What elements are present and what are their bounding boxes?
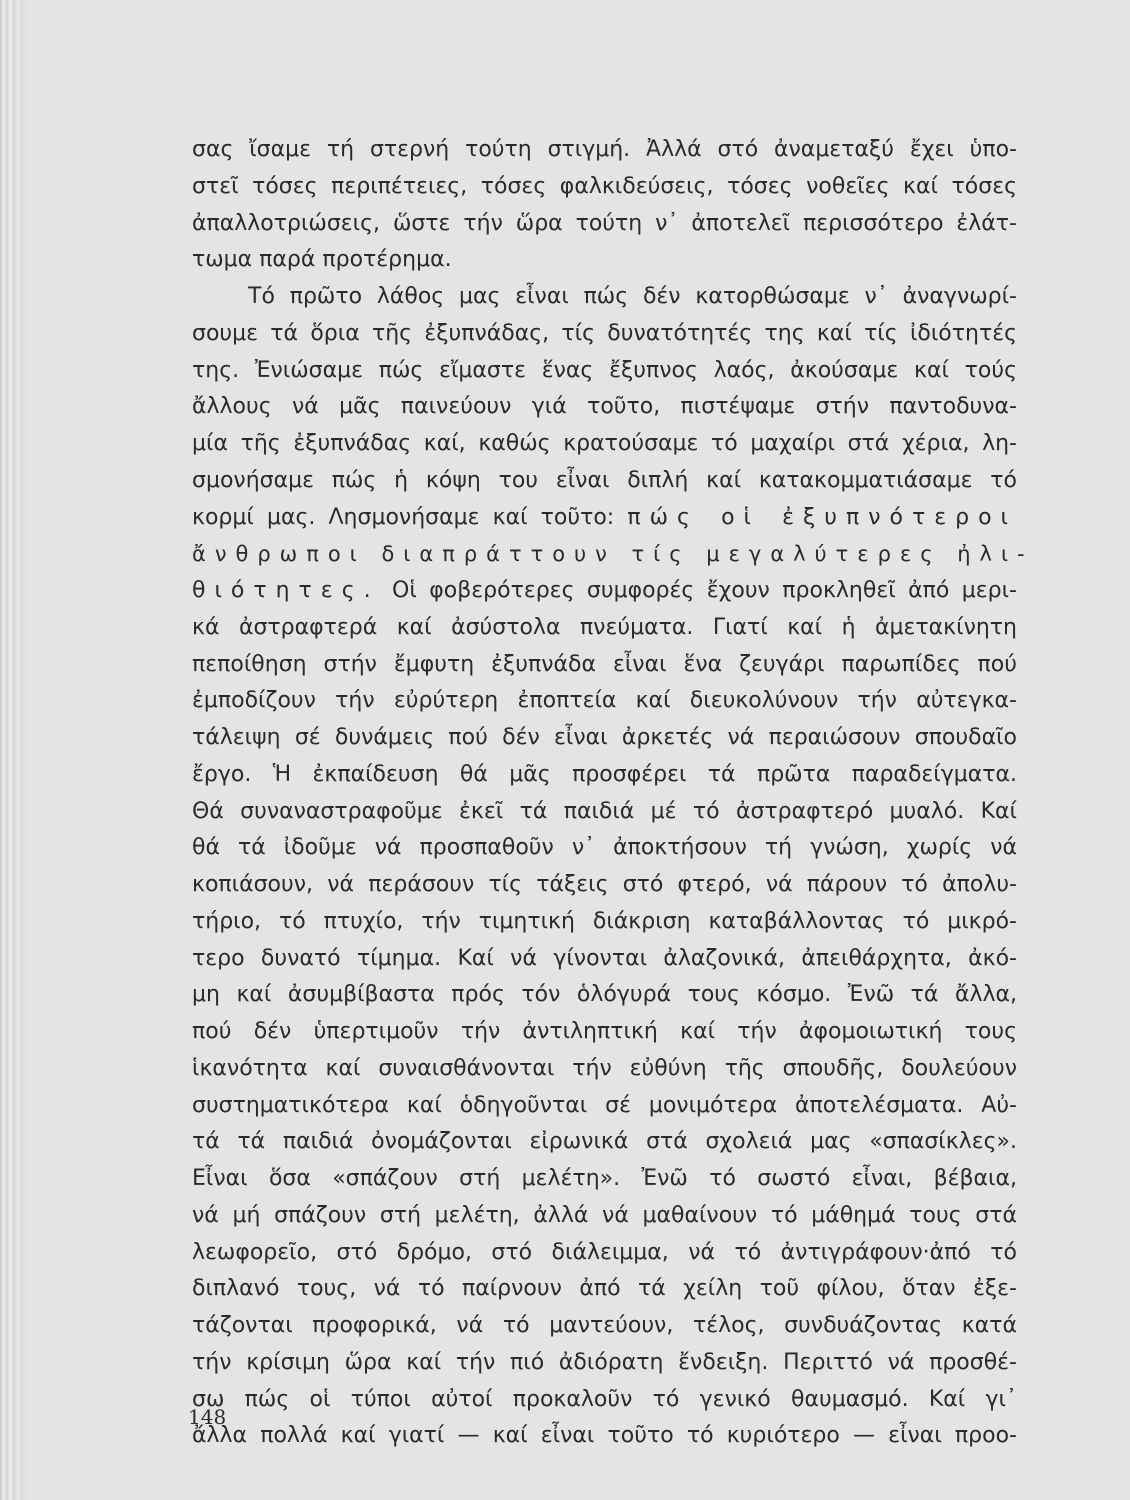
text-line-32: διπλανό τους, νά τό παίρνουν ἀπό τά χείλη τοῦ φίλου, ὅταν ἐξε- (192, 1276, 1017, 1302)
text-line-5: Τό πρῶτο λάθος μας εἶναι πώς δέν κατορθώσαμε ν᾽ ἀναγνωρί- (248, 284, 1017, 309)
text-line-7: της. Ἐνιώσαμε πώς εἴμαστε ἕνας ἔξυπνος λαός, ἀκούσαμε καί τούς (192, 357, 1017, 383)
text-line-14: κά ἀστραφτερά καί ἀσύστολα πνεύματα. Γιατί καί ἡ ἀμετακίνητη (192, 614, 1017, 640)
text-line-29: Εἶναι ὅσα «σπάζουν στή μελέτη». Ἐνῶ τό σωστό εἶναι, βέβαια, (192, 1166, 1017, 1191)
body-text (192, 132, 1034, 1455)
text-line-34: τήν κρίσιμη ὥρα καί τήν πιό ἀδιόρατη ἔνδειξη. Περιττό νά προσθέ- (192, 1349, 1017, 1375)
spaced-emphasis-2: θιότητες. (192, 578, 380, 603)
text-line-13 (192, 573, 1017, 610)
text-line-18: ἔργο. Ἡ ἐκπαίδευση θά μᾶς προσφέρει τά πρῶτα παραδείγματα. (192, 761, 1017, 787)
text-line-11-start: κορμί μας. Λησμονήσαμε καί τοῦτο: (192, 504, 615, 530)
text-line-4: τωμα παρά προτέρημα. (192, 247, 452, 273)
text-line-10: σμονήσαμε πώς ἡ κόψη του εἶναι διπλή καί κατακομματιάσαμε τό (192, 467, 1017, 493)
text-line-20: θά τά ἰδοῦμε νά προσπαθοῦν ν᾽ ἀποκτήσουν τή γνώση, χωρίς νά (192, 835, 1017, 861)
text-line-24: μη καί ἀσυμβίβαστα πρός τόν ὁλόγυρά τους κόσμο. Ἐνῶ τά ἄλλα, (192, 982, 1017, 1008)
text-line-22: τήριο, τό πτυχίο, τήν τιμητική διάκριση καταβάλλοντας τό μικρό- (192, 908, 1017, 934)
text-line-11 (192, 500, 1017, 537)
text-line-3: ἀπαλλοτριώσεις, ὥστε τήν ὥρα τούτη ν᾽ ἀποτελεῖ περισσότερο ἐλάτ- (192, 210, 1017, 236)
text-line-31: λεωφορεῖο, στό δρόμο, στό διάλειμμα, νά τό ἀντιγράφουν·ἀπό τό (192, 1239, 1017, 1265)
text-line-6: σουμε τά ὅρια τῆς ἐξυπνάδας, τίς δυνατότητές της καί τίς ἰδιότητές (192, 320, 1017, 346)
text-line-9: μία τῆς ἐξυπνάδας καί, καθώς κρατούσαμε τό μαχαίρι στά χέρια, λη- (192, 431, 1017, 456)
text-line-35: σω πώς οἱ τύποι αὐτοί προκαλοῦν τό γενικό θαυμασμό. Καί γι᾽ (192, 1386, 1017, 1412)
page-edge (0, 0, 26, 1500)
text-line-25: πού δέν ὑπερτιμοῦν τήν ἀντιληπτική καί τήν ἀφομοιωτική τους (192, 1019, 1017, 1044)
spaced-emphasis-1: πώς οἱ ἐξυπνότεροι (627, 504, 1018, 530)
text-line-28: τά τά παιδιά ὀνομάζονται εἰρωνικά στά σχολειά μας «σπασίκλες». (192, 1129, 1017, 1155)
text-line-1: σας ἴσαμε τή στερνή τούτη στιγμή. Ἀλλά στό ἀναμεταξύ ἔχει ὑπο- (192, 137, 1017, 162)
page-number: 148 (188, 1405, 227, 1429)
text-line-15: πεποίθηση στήν ἔμφυτη ἐξυπνάδα εἶναι ἕνα ζευγάρι παρωπίδες πού (192, 651, 1017, 677)
text-line-26: ἱκανότητα καί συναισθάνονται τήν εὐθύνη τῆς σπουδῆς, δουλεύουν (192, 1055, 1017, 1081)
text-line-30: νά μή σπάζουν στή μελέτη, ἀλλά νά μαθαίνουν τό μάθημά τους στά (192, 1202, 1017, 1228)
text-line-8: ἄλλους νά μᾶς παινεύουν γιά τοῦτο, πιστέψαμε στήν παντοδυνα- (192, 394, 1017, 420)
text-line-12: ἄνθρωποι διαπράττουν τίς μεγαλύτερες ἠλι- (192, 542, 1034, 567)
text-line-36: ἄλλα πολλά καί γιατί — καί εἶναι τοῦτο τό κυριότερο — εἶναι προο- (192, 1423, 1017, 1449)
text-line-23: τερο δυνατό τίμημα. Καί νά γίνονται ἀλαζονικά, ἀπειθάρχητα, ἀκό- (192, 945, 1017, 971)
text-line-16: ἐμποδίζουν τήν εὐρύτερη ἐποπτεία καί διευκολύνουν τήν αὐτεγκα- (192, 688, 1017, 714)
text-line-27: συστηματικότερα καί ὁδηγοῦνται σέ μονιμότερα ἀποτελέσματα. Αὐ- (192, 1092, 1017, 1118)
text-line-33: τάζονται προφορικά, νά τό μαντεύουν, τέλος, συνδυάζοντας κατά (192, 1313, 1017, 1338)
text-line-19: Θά συναναστραφοῦμε ἐκεῖ τά παιδιά μέ τό ἀστραφτερό μυαλό. Καί (192, 798, 1017, 824)
text-line-17: τάλειψη σέ δυνάμεις πού δέν εἶναι ἀρκετές νά περαιώσουν σπουδαῖο (192, 725, 1017, 750)
text-line-2: στεῖ τόσες περιπέτειες, τόσες φαλκιδεύσεις, τόσες νοθεῖες καί τόσες (192, 173, 1017, 199)
text-line-21: κοπιάσουν, νά περάσουν τίς τάξεις στό φτερό, νά πάρουν τό ἀπολυ- (192, 872, 1017, 897)
text-line-13-rest: Οἱ φοβερότερες συμφορές ἔχουν προκληθεῖ ἀπό μερι- (392, 578, 1017, 603)
